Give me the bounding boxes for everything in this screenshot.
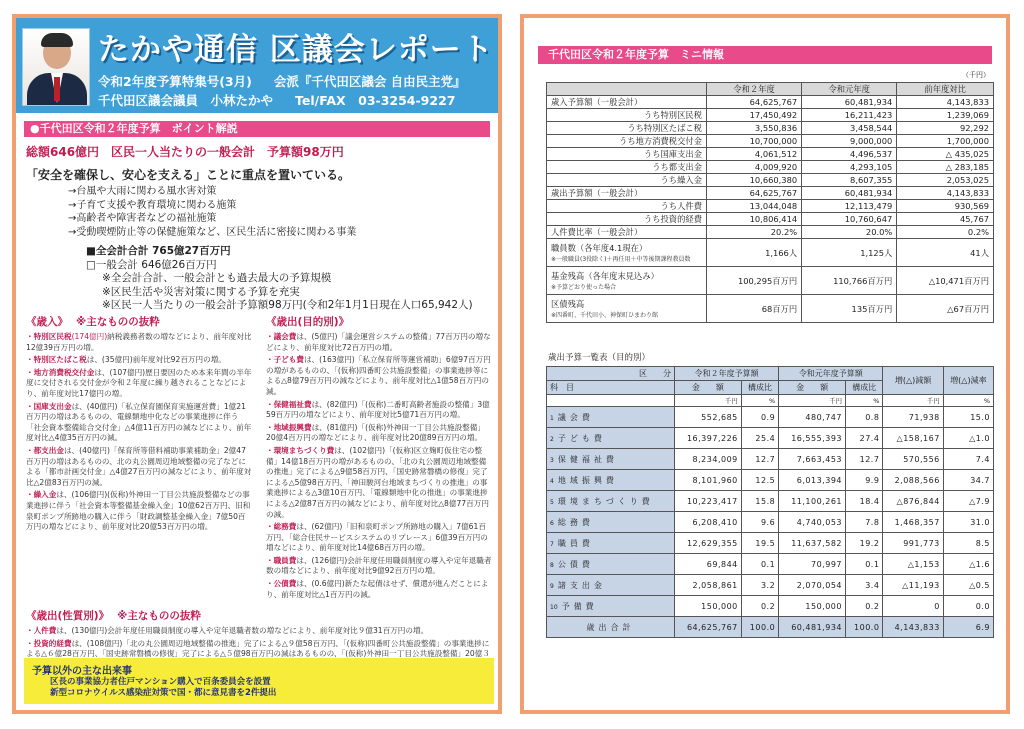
mini-cell: 1,239,069 <box>897 109 994 122</box>
mini-cell: 20.0% <box>802 226 897 239</box>
exp-total-cell: 4,143,833 <box>883 617 943 638</box>
exp-cell: 69,844 <box>674 554 741 575</box>
mini-info-header: 千代田区令和２年度予算 ミニ情報 <box>538 46 992 64</box>
mini-cell: 135百万円 <box>802 295 897 323</box>
detail-columns <box>26 314 492 599</box>
item-name: ・地方消費税交付金 <box>26 367 95 377</box>
other-event-line: 区長の事業協力者住戸マンション購入で百条委員会を設置 <box>50 677 271 687</box>
exp-total-cell: 100.0 <box>846 617 883 638</box>
exp-row <box>547 470 994 491</box>
exp-cell: 19.5 <box>741 533 778 554</box>
exp-cell: 71,938 <box>883 407 943 428</box>
mini-cell: 110,766百万円 <box>802 267 897 295</box>
exp-category-name: 諸支出金 <box>557 580 606 590</box>
point-section-header: ●千代田区令和２年度予算 ポイント解説 <box>24 121 490 137</box>
exp-cell: 18.4 <box>846 491 883 512</box>
budget-item <box>266 579 492 600</box>
exp-cell: 16,397,226 <box>674 428 741 449</box>
exp-category-no: 3 <box>550 456 554 464</box>
exp-cell: 12.7 <box>741 449 778 470</box>
general-account-total: □一般会計 646億26百万円 <box>86 258 217 271</box>
total-budget-line: 総額646億円 区民一人当たりの一般会計 予算額98万円 <box>26 145 344 159</box>
exp-row <box>547 596 994 617</box>
exp-category-name: 公債費 <box>557 559 594 569</box>
mini-tall-label <box>547 295 707 323</box>
exp-total-cell: 6.9 <box>943 617 993 638</box>
expense-purpose-header: 《歳出(目的別)》 <box>266 316 350 328</box>
author-photo <box>22 28 90 106</box>
exp-cell: 11,100,261 <box>779 491 846 512</box>
item-text: は、(130億円)会計年度任用職員制度の導入や定年退職者数の増などにより、前年度対比９億31百万円の増。 <box>56 626 429 635</box>
exp-category-name: 予備費 <box>561 601 598 611</box>
mini-cell: 10,806,414 <box>707 213 802 226</box>
exp-cell: 2,088,566 <box>883 470 943 491</box>
exp-cell: 12,629,355 <box>674 533 741 554</box>
item-name: ・地域振興費 <box>266 422 312 432</box>
exp-cell: 0.9 <box>741 407 778 428</box>
totals-note: ※区民一人当たりの一般会計予算額98万円(令和2年1月1日現在人口65,942人) <box>102 299 473 311</box>
exp-cell: 8,101,960 <box>674 470 741 491</box>
mini-header-row <box>547 83 994 96</box>
exp-category <box>547 596 675 617</box>
exp-r1-head: 令和元年度予算額 <box>779 367 883 381</box>
exp-cell: 11,637,582 <box>779 533 846 554</box>
exp-cell: 552,685 <box>674 407 741 428</box>
exp-cell: △158,167 <box>883 428 943 449</box>
mini-cell: 4,496,537 <box>802 148 897 161</box>
right-page <box>520 14 1010 714</box>
revenue-header: 《歳入》 ※主なものの抜粋 <box>26 316 160 328</box>
exp-row <box>547 491 994 512</box>
exp-unit: % <box>943 395 993 407</box>
exp-category-name: 総務費 <box>557 517 594 527</box>
mini-row <box>547 200 994 213</box>
budget-item <box>26 626 492 637</box>
item-text: は、(0.6億円)新たな起債はせず、償還が進んだことにより、前年度対比△1百万円の減。 <box>266 579 489 599</box>
exp-cell: △11,193 <box>883 575 943 596</box>
exp-cell: 9.9 <box>846 470 883 491</box>
exp-cell: 570,556 <box>883 449 943 470</box>
col-r1: 令和元年度 <box>802 83 897 96</box>
exp-cell: 16,555,393 <box>779 428 846 449</box>
exp-row <box>547 428 994 449</box>
exp-category-name: 保健福祉費 <box>557 454 618 464</box>
item-name: ・環境まちづくり費 <box>266 445 335 455</box>
item-name: ・繰入金 <box>26 490 57 500</box>
exp-cell: △7.9 <box>943 491 993 512</box>
item-text: は、(126億円)会計年度任用職員制度の導入や定年退職者数の増などにより、前年度対比9億92百万円の増。 <box>266 555 492 576</box>
mini-row <box>547 135 994 148</box>
item-text: は、(108億円)「北の丸公園周辺地域整備の推進」完了による△９億58百万円、「(仮称)四番町公共施設整備」の事業進捗による△６億28百万円、「国史跡常磐橋の修復」完了による△５億98百万円の減はあるものの、「(仮称)外神田一丁目公共施設整備」20億３ <box>26 638 490 659</box>
exp-category-no: 9 <box>550 582 554 590</box>
exp-cell: 0.0 <box>943 596 993 617</box>
budget-item <box>26 402 252 444</box>
other-events-box <box>24 658 494 704</box>
mini-row <box>547 213 994 226</box>
exp-cell: △1,153 <box>883 554 943 575</box>
mini-tall-row <box>547 267 994 295</box>
report-title: たかや通信 区議会レポート <box>98 32 494 68</box>
all-accounts-total: ■全会計合計 765億27百万円 <box>86 245 231 257</box>
exp-row <box>547 575 994 596</box>
mini-cell: 17,450,492 <box>707 109 802 122</box>
exp-cell: 0.1 <box>846 554 883 575</box>
exp-cell: △1.0 <box>943 428 993 449</box>
mini-tall-note: ※予算どおり使った場合 <box>551 284 617 291</box>
exp-cell: 2,070,054 <box>779 575 846 596</box>
item-name: ・特別区民税 <box>26 332 72 341</box>
exp-rate-head: 増(△)減率 <box>943 367 993 395</box>
item-text: は、(35億円)前年度対比92百万円の増。 <box>86 355 226 365</box>
other-event-line: 新型コロナウイルス感染症対策で国・都に意見書を2件提出 <box>50 688 277 698</box>
party-label: 会派『千代田区議会 自由民主党』 <box>273 74 466 89</box>
exp-category <box>547 575 675 596</box>
mini-cell: 92,292 <box>897 122 994 135</box>
exp-cell: 8.5 <box>943 533 993 554</box>
item-name: ・職員費 <box>266 555 297 565</box>
mini-row <box>547 161 994 174</box>
exp-category-name: 地域振興費 <box>557 475 618 485</box>
mini-cell: △10,471百万円 <box>897 267 994 295</box>
mini-row <box>547 187 994 200</box>
budget-item <box>26 368 252 400</box>
mini-tall-title: 職員数（各年度4.1現在） <box>551 243 648 253</box>
mini-cell: 68百万円 <box>707 295 802 323</box>
mini-cell: 10,760,647 <box>802 213 897 226</box>
exp-row <box>547 554 994 575</box>
exp-cell: 0.1 <box>741 554 778 575</box>
mini-cell: 100,295百万円 <box>707 267 802 295</box>
exp-row <box>547 407 994 428</box>
exp-row <box>547 533 994 554</box>
budget-item <box>26 332 252 353</box>
budget-item <box>266 446 492 520</box>
exp-cell: 150,000 <box>779 596 846 617</box>
mini-cell: 9,000,000 <box>802 135 897 148</box>
policy-item: →台風や大雨に関わる風水害対策 <box>68 186 217 197</box>
exp-unit: 千円 <box>883 395 943 407</box>
exp-row <box>547 512 994 533</box>
item-text: は、(102億円)「(仮称)区立麹町仮住宅の整備」14億18百万円の増があるものの、「北の丸公園周辺地域整備の推進」完了による△9億58百万円、「国史跡常磐橋の修復」完了による△5億98百万円、「神田駿河台地域まちづくりの推進」の事業進捗による△3億10百万円、「電線類地中化の推進」の事業進捗による△2億87百万円の減などにより、前年度対比△8億77百万円の減。 <box>266 445 489 519</box>
exp-cell: 15.8 <box>741 491 778 512</box>
exp-cell: 19.2 <box>846 533 883 554</box>
mini-tall-row <box>547 295 994 323</box>
exp-total-label: 歳出合計 <box>547 617 675 638</box>
exp-category-no: 10 <box>550 603 558 611</box>
totals-box <box>86 245 498 313</box>
item-name: ・投資的経費 <box>26 638 72 648</box>
exp-cell: 34.7 <box>943 470 993 491</box>
budget-item <box>266 355 492 397</box>
item-text: は、(163億円)「私立保育所等運営補助」6億97百万円の増があるものの、「(仮称)四番町公共施設整備」の事業進捗等による△8億79百万円の減などにより、前年度対比△1億58百万円の減。 <box>266 355 491 396</box>
exp-header-row <box>547 367 994 381</box>
expense-nature-header: 《歳出(性質別)》 ※主なものの抜粋 <box>26 610 201 622</box>
exp-cell: 1,468,357 <box>883 512 943 533</box>
mini-cell: 60,481,934 <box>802 187 897 200</box>
exp-category <box>547 407 675 428</box>
mini-row <box>547 96 994 109</box>
exp-category-no: 5 <box>550 498 554 506</box>
exp-cell: 7,663,453 <box>779 449 846 470</box>
totals-note: ※区民生活や災害対策に関する予算を充実 <box>102 285 300 298</box>
exp-units-blank <box>547 395 675 407</box>
exp-unit: 千円 <box>674 395 741 407</box>
exp-cell: △0.5 <box>943 575 993 596</box>
mini-row-label: うち投資的経費 <box>547 213 707 226</box>
mini-cell: 2,053,025 <box>897 174 994 187</box>
mini-row <box>547 174 994 187</box>
mini-row-label: うち都支出金 <box>547 161 707 174</box>
mini-cell: 0.2% <box>897 226 994 239</box>
item-text: は、(62億円)「旧和泉町ポンプ所跡地の購入」7億61百万円、「総合住民サービスシステムのリプレース」6億39百万円の増などにより、前年度対比14億68百万円の増。 <box>266 522 488 553</box>
exp-cell: 25.4 <box>741 428 778 449</box>
exp-cell: 2,058,861 <box>674 575 741 596</box>
issue-label: 令和2年度予算特集号(3月) <box>98 74 252 89</box>
mini-tall-row <box>547 239 994 267</box>
budget-item <box>266 423 492 444</box>
item-name: ・総務費 <box>266 522 297 532</box>
mini-cell: 3,550,836 <box>707 122 802 135</box>
exp-category-name: 議会費 <box>557 412 594 422</box>
exp-cell: 12.5 <box>741 470 778 491</box>
mini-row-label: うち特別区民税 <box>547 109 707 122</box>
exp-category-name: 子ども費 <box>557 433 606 443</box>
exp-cell: 70,997 <box>779 554 846 575</box>
exp-category-no: 7 <box>550 540 554 548</box>
exp-cell: 4,740,053 <box>779 512 846 533</box>
exp-cell: 0.2 <box>741 596 778 617</box>
item-name: ・都支出金 <box>26 445 64 455</box>
col-r2: 令和２年度 <box>707 83 802 96</box>
policy-arrow-list <box>68 185 498 239</box>
mini-cell: 1,166人 <box>707 239 802 267</box>
mini-row-label: 歳入予算額（一般会計） <box>547 96 707 109</box>
mini-cell: 64,625,767 <box>707 187 802 200</box>
report-banner <box>16 18 498 113</box>
item-text: は、(82億円)「(仮称)二番町高齢者施設の整備」3億59百万円の増などにより、前年度対比5億71百万円の増。 <box>266 399 490 420</box>
exp-cell: 0.8 <box>846 407 883 428</box>
budget-item <box>266 332 492 353</box>
exp-cell: △876,844 <box>883 491 943 512</box>
exp-cell: 15.0 <box>943 407 993 428</box>
mini-cell: 3,458,544 <box>802 122 897 135</box>
mini-info-table <box>546 82 994 323</box>
mini-row-label: うち地方消費税交付金 <box>547 135 707 148</box>
totals-note: ※全会計合計、一般会計とも過去最大の予算規模 <box>102 272 332 284</box>
item-amount: (174億円) <box>71 332 108 341</box>
item-text: は、(5億円)「議会運営システムの整備」77百万円の増などにより、前年度対比72百万円の増。 <box>266 332 491 352</box>
exp-cell: 150,000 <box>674 596 741 617</box>
mini-tall-note: ※四番町、千代田小、神保町ひまわり館 <box>551 312 659 319</box>
mini-cell: 12,113,479 <box>802 200 897 213</box>
mini-tall-title: 基金残高（各年度末見込み） <box>551 271 659 281</box>
exp-total-cell: 100.0 <box>741 617 778 638</box>
exp-cell: 7.4 <box>943 449 993 470</box>
mini-cell: 10,660,380 <box>707 174 802 187</box>
item-text: は、(40億円)「私立保育園保育実施運営費」1億21百万円の増はあるものの、電線類地中化などの事業進捗に伴う「社会資本整備総合交付金」△4億11百万円の減などにより、前年度対比△4億35百万円の減。 <box>26 401 252 443</box>
item-name: ・子ども費 <box>266 355 304 365</box>
exp-category-no: 8 <box>550 561 554 569</box>
mini-cell: 20.2% <box>707 226 802 239</box>
exp-r2-head: 令和２年度予算額 <box>674 367 778 381</box>
exp-unit: % <box>846 395 883 407</box>
exp-cell: 6,208,410 <box>674 512 741 533</box>
mini-cell: 60,481,934 <box>802 96 897 109</box>
mini-cell: 930,569 <box>897 200 994 213</box>
item-name: ・公債費 <box>266 579 297 589</box>
exp-cell: 31.0 <box>943 512 993 533</box>
exp-total-row <box>547 617 994 638</box>
mini-cell: 4,143,833 <box>897 187 994 200</box>
mini-cell: △ 283,185 <box>897 161 994 174</box>
exp-category-no: 4 <box>550 477 554 485</box>
mini-row-label: うち特別区たばこ税 <box>547 122 707 135</box>
exp-cell: 8,234,009 <box>674 449 741 470</box>
mini-cell: 13,044,048 <box>707 200 802 213</box>
exp-category-no: 1 <box>550 414 554 422</box>
exp-kubun: 区 分 <box>547 367 675 381</box>
exp-unit: % <box>741 395 778 407</box>
exp-category <box>547 533 675 554</box>
exp-category <box>547 491 675 512</box>
banner-issue-line <box>98 72 488 90</box>
exp-amount-r2: 金 額 <box>674 381 741 395</box>
item-text: は、(40億円)「保育所等借料補助事業補助金」2億47百万円の増はあるものの、北の丸公園周辺地域整備の完了などによる「都市計画交付金」△4億27百万円の減などにより、前年度対比△2億83百万円の減。 <box>26 445 252 487</box>
mini-cell: 4,143,833 <box>897 96 994 109</box>
exp-kamoku: 科 目 <box>547 381 675 395</box>
banner-contact-line <box>98 91 477 109</box>
mini-row <box>547 109 994 122</box>
exp-category <box>547 554 675 575</box>
exp-cell: 12.7 <box>846 449 883 470</box>
mini-tall-label <box>547 239 707 267</box>
revenue-column <box>26 314 252 535</box>
exp-category-no: 2 <box>550 435 554 443</box>
item-text: は、(106億円)(仮称)外神田一丁目公共施設整備などの事業進捗に伴う「社会資本等整備基金繰入金」10億62百万円、旧和泉町ポンプ所跡地の購入に伴う「財政調整基金繰入金」7億50百万円の増などにより、前年度対比20億53百万円の増。 <box>26 490 251 532</box>
col-diff: 前年度対比 <box>897 83 994 96</box>
other-events-header: 予算以外の主な出来事 <box>32 666 132 677</box>
item-text: 納税義務者数の増などにより、前年度対比12億39百万円の増。 <box>26 332 252 352</box>
exp-cell: 9.6 <box>741 512 778 533</box>
expense-purpose-column <box>266 314 492 602</box>
mini-row <box>547 148 994 161</box>
budget-item <box>26 490 252 532</box>
exp-cell: 27.4 <box>846 428 883 449</box>
exp-ratio-r1: 構成比 <box>846 381 883 395</box>
tel-label: Tel/FAX 03-3254-9227 <box>295 93 456 108</box>
exp-unit: 千円 <box>779 395 846 407</box>
mini-cell: 4,009,920 <box>707 161 802 174</box>
exp-cell: 0.2 <box>846 596 883 617</box>
mini-cell: 64,625,767 <box>707 96 802 109</box>
mini-row-label: うち国庫支出金 <box>547 148 707 161</box>
exp-category <box>547 428 675 449</box>
exp-category-name: 環境まちづくり費 <box>557 496 654 506</box>
exp-cell: 3.4 <box>846 575 883 596</box>
exp-diff-head: 増(△)減額 <box>883 367 943 395</box>
item-name: ・特別区たばこ税 <box>26 355 87 365</box>
exp-category <box>547 449 675 470</box>
exp-row <box>547 449 994 470</box>
mini-row-label: 人件費比率（一般会計） <box>547 226 707 239</box>
mini-cell: 41人 <box>897 239 994 267</box>
exp-cell: 480,747 <box>779 407 846 428</box>
exp-total-cell: 64,625,767 <box>674 617 741 638</box>
budget-item <box>266 556 492 577</box>
mini-cell: 16,211,423 <box>802 109 897 122</box>
mini-cell: △ 435,025 <box>897 148 994 161</box>
item-name: ・人件費 <box>26 626 57 635</box>
exp-category <box>547 512 675 533</box>
item-name: ・議会費 <box>266 332 297 341</box>
item-text: は、(81億円)「(仮称)外神田一丁目公共施設整備」20億4百万円の増などにより、前年度対比20億89百万円の増。 <box>266 422 485 443</box>
expense-table <box>546 366 994 638</box>
budget-item <box>26 446 252 488</box>
theme-line: 「安全を確保し、安心を支える」ことに重点を置いている。 <box>26 168 351 182</box>
mini-cell: 10,700,000 <box>707 135 802 148</box>
mini-tall-title: 区債残高 <box>551 299 585 309</box>
budget-item <box>266 522 492 554</box>
item-name: ・保健福祉費 <box>266 399 312 409</box>
mini-tall-label <box>547 267 707 295</box>
exp-category-no: 6 <box>550 519 554 527</box>
mini-cell: 1,125人 <box>802 239 897 267</box>
item-text: は、(107億円)歴日要因のため本来年間の半年度に交付される交付金が令和２年度に繰り越されることなどにより、前年度対比17億円の増。 <box>26 367 252 398</box>
exp-cell: 991,773 <box>883 533 943 554</box>
exp-ratio-r2: 構成比 <box>741 381 778 395</box>
exp-category <box>547 470 675 491</box>
mini-cell: 4,293,105 <box>802 161 897 174</box>
budget-item <box>26 355 252 366</box>
mini-cell: 1,700,000 <box>897 135 994 148</box>
left-page <box>12 14 502 714</box>
policy-item: →子育て支援や教育環境に関わる施策 <box>68 199 237 211</box>
exp-units-row <box>547 395 994 407</box>
exp-cell: 0 <box>883 596 943 617</box>
exp-cell: 10,223,417 <box>674 491 741 512</box>
policy-item: →受動喫煙防止等の保健施策など、区民生活に密接に関わる事業 <box>68 226 357 238</box>
member-label: 千代田区議会議員 小林たかや <box>98 93 274 108</box>
mini-row-label: うち人件費 <box>547 200 707 213</box>
exp-cell: 6,013,394 <box>779 470 846 491</box>
exp-cell: 3.2 <box>741 575 778 596</box>
exp-cell: 7.8 <box>846 512 883 533</box>
mini-row <box>547 122 994 135</box>
mini-cell: 8,607,355 <box>802 174 897 187</box>
exp-amount-r1: 金 額 <box>779 381 846 395</box>
budget-item <box>266 400 492 421</box>
mini-cell: 45,767 <box>897 213 994 226</box>
mini-tall-note: ※一般職員(3役除く)＋再任用＋中等後期課程教員数 <box>551 256 691 263</box>
mini-row <box>547 226 994 239</box>
exp-cell: △1.6 <box>943 554 993 575</box>
mini-row-label: うち繰入金 <box>547 174 707 187</box>
exp-total-cell: 60,481,934 <box>779 617 846 638</box>
mini-row-label: 歳出予算額（一般会計） <box>547 187 707 200</box>
policy-item: →高齢者や障害者などの福祉施策 <box>68 213 217 224</box>
unit-label: （千円） <box>962 71 990 79</box>
mini-cell: △67百万円 <box>897 295 994 323</box>
item-name: ・国庫支出金 <box>26 401 72 411</box>
mini-cell: 4,061,512 <box>707 148 802 161</box>
exp-category-name: 職員費 <box>557 538 594 548</box>
expense-list-title: 歳出予算一覧表（目的別） <box>548 353 651 363</box>
